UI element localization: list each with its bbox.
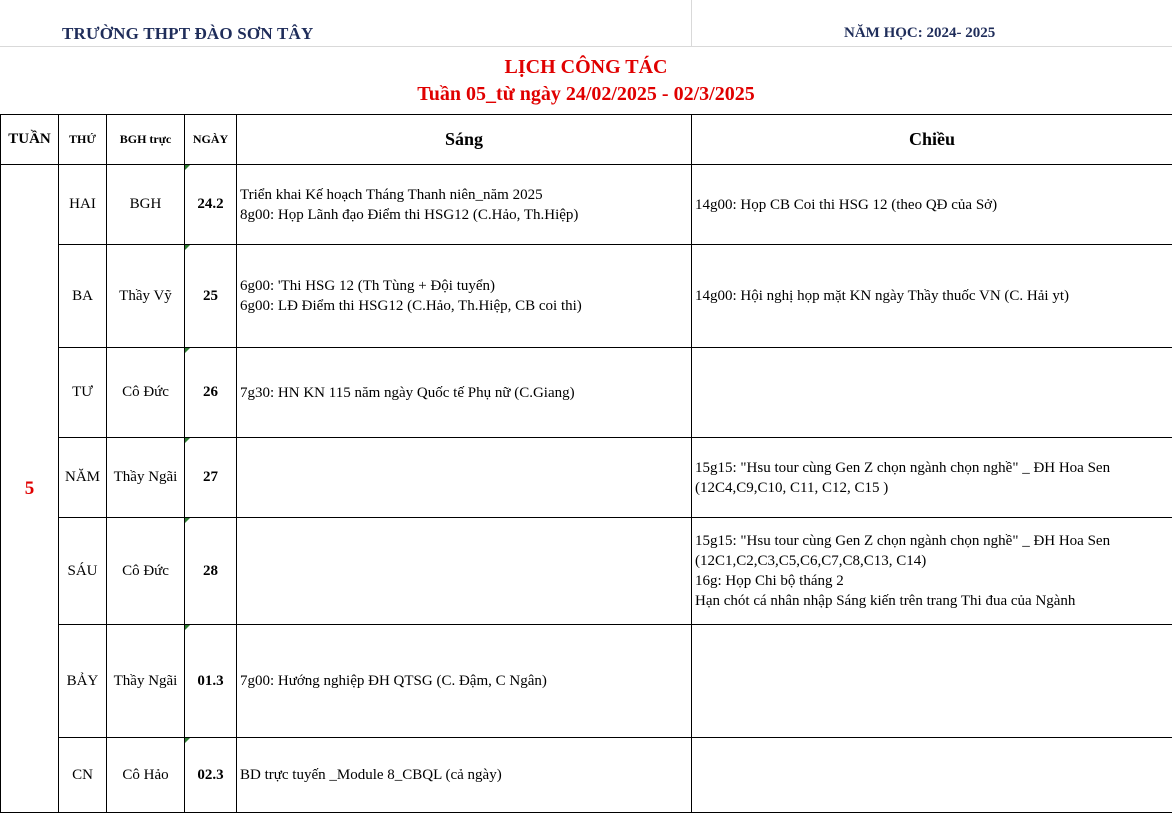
table-header-row [1,115,1172,165]
schedule-table [0,114,1172,813]
day-cell: CN [59,738,107,813]
date-cell: 24.2 [185,165,237,245]
col-header-morning: Sáng [237,115,692,165]
day-cell: TƯ [59,348,107,438]
afternoon-cell [692,625,1172,738]
school-name: TRƯỜNG THPT ĐÀO SƠN TÂY [62,24,314,43]
afternoon-entry: 16g: Họp Chi bộ tháng 2 [695,573,844,589]
schedule-body [1,165,1172,813]
duty-cell: BGH [107,165,185,245]
table-row [1,738,1172,813]
date-cell: 01.3 [185,625,237,738]
afternoon-cell [692,738,1172,813]
afternoon-cell [692,348,1172,438]
duty-cell: Thầy Ngãi [107,438,185,518]
day-cell: SÁU [59,518,107,625]
duty-cell: Thầy Ngãi [107,625,185,738]
morning-entry: 7g00: Hướng nghiệp ĐH QTSG (C. Đậm, C Ngân) [240,673,547,689]
afternoon-cell [692,165,1172,245]
day-cell: HAI [59,165,107,245]
col-header-duty: BGH trực [107,115,185,165]
morning-entry: 7g30: HN KN 115 năm ngày Quốc tế Phụ nữ (C.Giang) [240,384,575,401]
morning-entry: Triển khai Kế hoạch Tháng Thanh niên_năm 2025 [240,186,543,203]
date-cell: 26 [185,348,237,438]
duty-cell: Cô Hảo [107,738,185,813]
afternoon-cell [692,438,1172,518]
afternoon-cell [692,245,1172,348]
duty-cell: Cô Đức [107,518,185,625]
duty-cell: Cô Đức [107,348,185,438]
header-divider [691,0,692,46]
page-title: LỊCH CÔNG TÁC [504,56,668,78]
day-cell: BẢY [59,625,107,738]
header-rule [0,46,1172,47]
table-row [1,518,1172,625]
table-row [1,438,1172,518]
table-row [1,245,1172,348]
afternoon-entry: (12C1,C2,C3,C5,C6,C7,C8,C13, C14) [695,553,927,569]
day-cell: NĂM [59,438,107,518]
col-header-week: TUẦN [1,115,59,165]
morning-cell [237,245,692,348]
morning-entry: 6g00: LĐ Điểm thi HSG12 (C.Hảo, Th.Hiệp, CB coi thi) [240,298,582,314]
morning-entry: 8g00: Họp Lãnh đạo Điểm thi HSG12 (C.Hảo, Th.Hiệp) [240,206,579,223]
col-header-afternoon: Chiều [692,115,1172,165]
table-row [1,348,1172,438]
date-cell: 02.3 [185,738,237,813]
morning-entry: BD trực tuyến _Module 8_CBQL (cả ngày) [240,767,502,783]
morning-cell [237,438,692,518]
morning-cell [237,738,692,813]
afternoon-entry: Hạn chót cá nhân nhập Sáng kiến trên trang Thi đua của Ngành [695,593,1076,609]
morning-cell [237,518,692,625]
day-cell: BA [59,245,107,348]
table-row [1,165,1172,245]
page-subtitle: Tuần 05_từ ngày 24/02/2025 - 02/3/2025 [417,83,755,105]
school-year: NĂM HỌC: 2024- 2025 [844,25,996,41]
afternoon-entry: (12C4,C9,C10, C11, C12, C15 ) [695,479,889,496]
afternoon-cell [692,518,1172,625]
col-header-date: NGÀY [185,115,237,165]
duty-cell: Thầy Vỹ [107,245,185,348]
table-row [1,625,1172,738]
afternoon-entry: 15g15: "Hsu tour cùng Gen Z chọn ngành chọn nghề" _ ĐH Hoa Sen [695,533,1111,549]
morning-entry: 6g00: 'Thi HSG 12 (Th Tùng + Đội tuyển) [240,278,496,294]
col-header-day: THỨ [59,115,107,165]
afternoon-entry: 14g00: Hội nghị họp mặt KN ngày Thầy thuốc VN (C. Hải yt) [695,288,1069,304]
morning-cell [237,165,692,245]
afternoon-entry: 15g15: "Hsu tour cùng Gen Z chọn ngành chọn nghề" _ ĐH Hoa Sen [695,459,1111,476]
afternoon-entry: 14g00: Họp CB Coi thi HSG 12 (theo QĐ của Sở) [695,196,998,213]
date-cell: 28 [185,518,237,625]
week-number-cell: 5 [1,165,59,813]
date-cell: 27 [185,438,237,518]
date-cell: 25 [185,245,237,348]
morning-cell [237,348,692,438]
morning-cell [237,625,692,738]
